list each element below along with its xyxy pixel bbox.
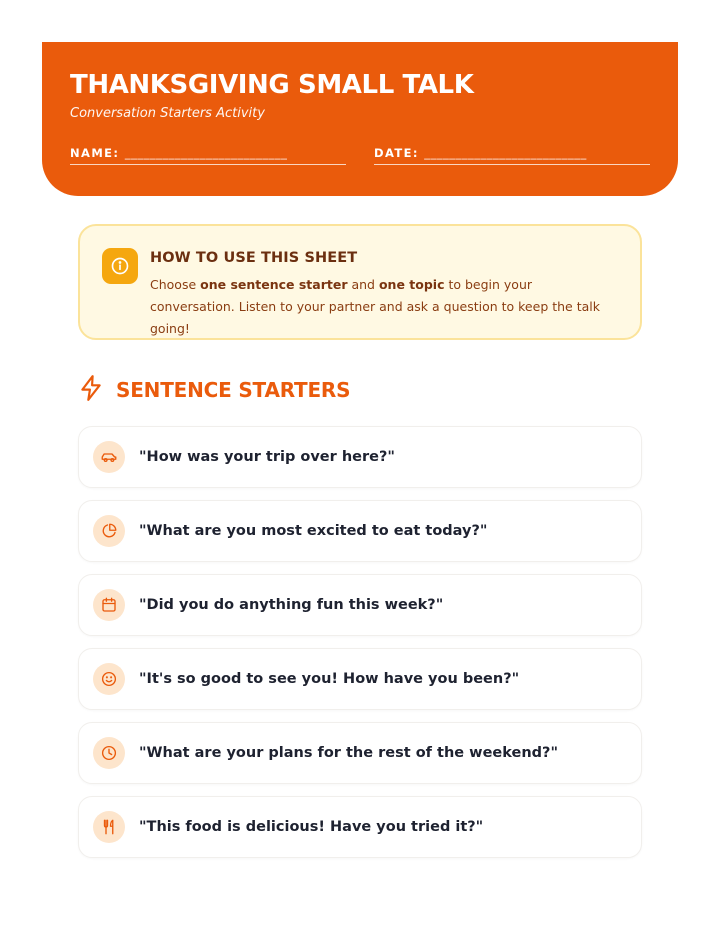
list-item [78, 648, 642, 710]
smile-icon [93, 663, 125, 695]
instructions-box [78, 224, 642, 340]
pie-chart-icon [93, 515, 125, 547]
section-title: SENTENCE STARTERS [116, 378, 351, 402]
starter-text: "How was your trip over here?" [139, 449, 395, 465]
header-banner [42, 42, 678, 196]
page-title: THANKSGIVING SMALL TALK [70, 70, 474, 100]
starter-text: "Did you do anything fun this week?" [139, 597, 444, 613]
date-label: DATE: [374, 146, 419, 160]
starters-list [78, 426, 642, 870]
name-date-fields [70, 146, 650, 165]
list-item [78, 796, 642, 858]
instructions-text-part: and [347, 277, 379, 292]
starter-text: "What are you most excited to eat today?" [139, 523, 488, 539]
list-item [78, 722, 642, 784]
clock-icon [93, 737, 125, 769]
list-item [78, 426, 642, 488]
utensils-icon [93, 811, 125, 843]
info-icon [102, 248, 138, 284]
starter-text: "This food is delicious! Have you tried it?" [139, 819, 484, 835]
instructions-bold-starter: one sentence starter [200, 277, 348, 292]
section-header [78, 374, 350, 406]
instructions-bold-topic: one topic [378, 277, 445, 292]
list-item [78, 500, 642, 562]
calendar-icon [93, 589, 125, 621]
name-label: NAME: [70, 146, 120, 160]
starter-text: "It's so good to see you! How have you been?" [139, 671, 520, 687]
instructions-text [150, 274, 620, 340]
date-blank-line: __________________________ [424, 146, 587, 160]
date-field[interactable] [374, 146, 650, 165]
instructions-text-part: Choose [150, 277, 201, 292]
instructions-text-part: to begin your conversation. Listen to your partner and ask a question to keep the talk going! [150, 277, 600, 336]
page-subtitle: Conversation Starters Activity [70, 106, 265, 121]
car-icon [93, 441, 125, 473]
name-blank-line: __________________________ [124, 146, 288, 160]
list-item [78, 574, 642, 636]
name-field[interactable] [70, 146, 346, 165]
starter-text: "What are your plans for the rest of the weekend?" [139, 745, 558, 761]
lightning-icon [78, 374, 104, 406]
instructions-heading: HOW TO USE THIS SHEET [150, 250, 358, 266]
